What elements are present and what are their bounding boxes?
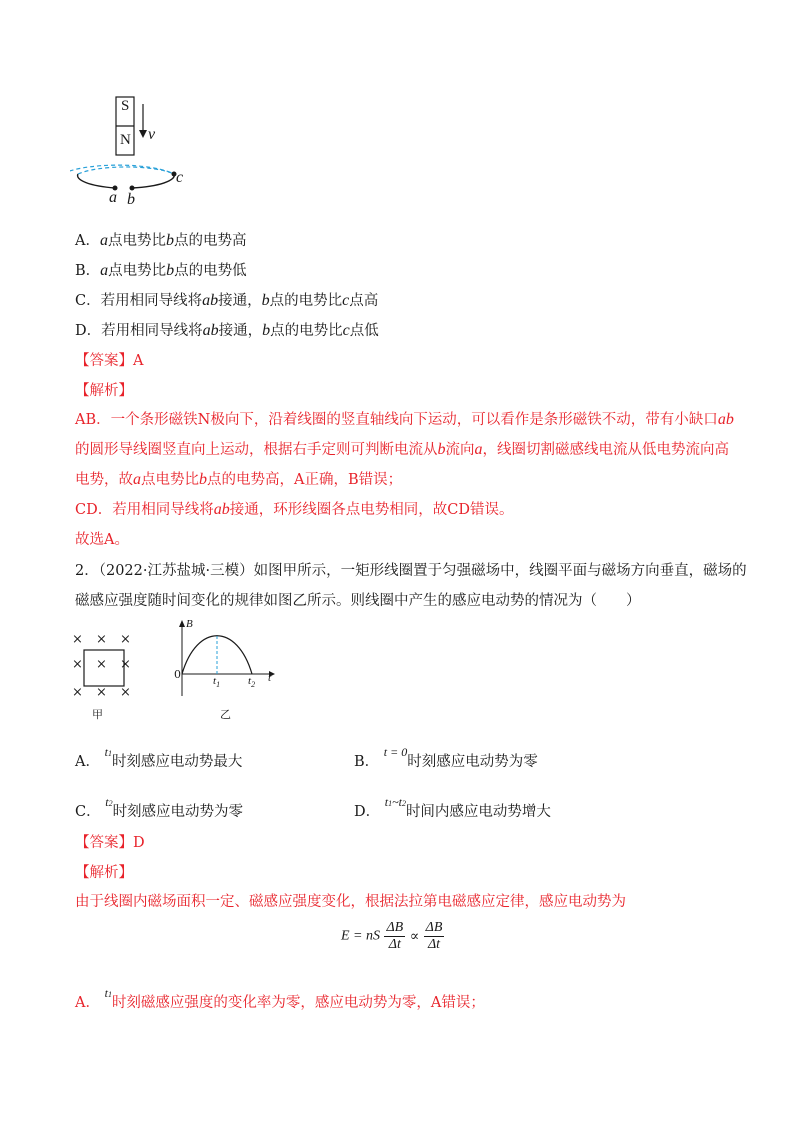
q2-answer: 【答案】D xyxy=(75,835,145,851)
q2-analysis-title: 【解析】 xyxy=(75,865,133,881)
cross-mark: × xyxy=(72,657,83,672)
q2-stem-line-2: 磁感应强度随时间变化的规律如图乙所示。则线圈中产生的感应电动势的情况为（ ） xyxy=(75,593,641,609)
tick-t2-label: $t_2$ xyxy=(248,675,256,689)
magnet-n-label: N xyxy=(120,132,131,148)
figure-yi-caption: 乙 xyxy=(220,708,231,721)
fraction: $\frac{\Delta B}{\Delta t}$ xyxy=(425,920,443,952)
faraday-formula: E = nS $\frac{\Delta B}{\Delta t}$ ∝ $\frac{\Delta B}{\Delta t}$ xyxy=(341,920,443,952)
option-d: D．若用相同导线将ab接通，b点的电势比c点低 xyxy=(75,322,379,339)
q1-analysis-line-4: CD．若用相同导线将ab接通，环形线圈各点电势相同，故CD错误。 xyxy=(75,501,514,518)
option-c: C．若用相同导线将ab接通，b点的电势比c点高 xyxy=(75,292,379,309)
q2-option-b: B． $^{t = 0}$时刻感应电动势为零 xyxy=(354,745,538,770)
figure-jia-caption: 甲 xyxy=(92,708,103,721)
magnet-ring-figure xyxy=(70,92,200,207)
q1-answer: 【答案】A xyxy=(75,353,144,369)
fraction: $\frac{\Delta B}{\Delta t}$ xyxy=(386,920,404,952)
option-b: B．a点电势比b点的电势低 xyxy=(75,262,247,279)
cross-mark: × xyxy=(96,685,107,700)
magnet-s-label: S xyxy=(121,98,130,114)
b-t-graph xyxy=(172,618,282,698)
cross-mark: × xyxy=(96,657,107,672)
q2-analysis-line-1: 由于线圈内磁场面积一定、磁感应强度变化，根据法拉第电磁感应定律，感应电动势为 xyxy=(75,894,626,910)
q2-option-d: D． $^{t1\sim t2}$时间内感应电动势增大 xyxy=(354,795,551,820)
magnet-ring-diagram xyxy=(70,92,200,207)
figure-yi xyxy=(172,618,282,723)
point-b-label: b xyxy=(127,191,135,208)
origin-label: 0 xyxy=(174,668,181,681)
tick-t1-label: $t_1$ xyxy=(213,675,221,689)
cross-mark: × xyxy=(120,685,131,700)
axis-b-label: B xyxy=(186,618,193,630)
cross-mark: × xyxy=(72,632,83,647)
q1-analysis-line-2: 的圆形导线圈竖直向上运动，根据右手定则可判断电流从b流向a，线圈切割磁感线电流从低电势流向高 xyxy=(75,441,729,458)
cross-mark: × xyxy=(120,657,131,672)
figure-jia xyxy=(70,630,140,720)
cross-mark: × xyxy=(72,685,83,700)
q2-option-c: C． $^{t2}$时刻感应电动势为零 xyxy=(75,795,244,820)
q1-analysis-line-1: AB．一个条形磁铁N极向下，沿着线圈的竖直轴线向下运动，可以看作是条形磁铁不动，带有小缺口ab xyxy=(75,411,734,428)
axis-t-label: t xyxy=(268,672,272,684)
point-c-label: c xyxy=(176,169,184,186)
q1-analysis-title: 【解析】 xyxy=(75,383,133,399)
q2-stem-line-1: 2．（2022·江苏盐城·三模）如图甲所示，一矩形线圈置于匀强磁场中，线圈平面与磁场方向垂直，磁场的 xyxy=(75,563,747,579)
velocity-label: v xyxy=(148,126,156,143)
q2-analysis-line-3: A． $^{t1}$时刻磁感应强度的变化率为零，感应电动势为零，A错误； xyxy=(75,986,485,1011)
point-a-label: a xyxy=(109,189,117,206)
option-a: A．a点电势比b点的电势高 xyxy=(75,232,247,249)
q1-analysis-line-3: 电势，故a点电势比b点的电势高，A正确，B错误； xyxy=(75,471,403,488)
cross-mark: × xyxy=(120,632,131,647)
cross-mark: × xyxy=(96,632,107,647)
q1-conclusion: 故选A。 xyxy=(75,532,129,548)
q2-option-a: A． $^{t1}$时刻感应电动势最大 xyxy=(75,745,243,770)
